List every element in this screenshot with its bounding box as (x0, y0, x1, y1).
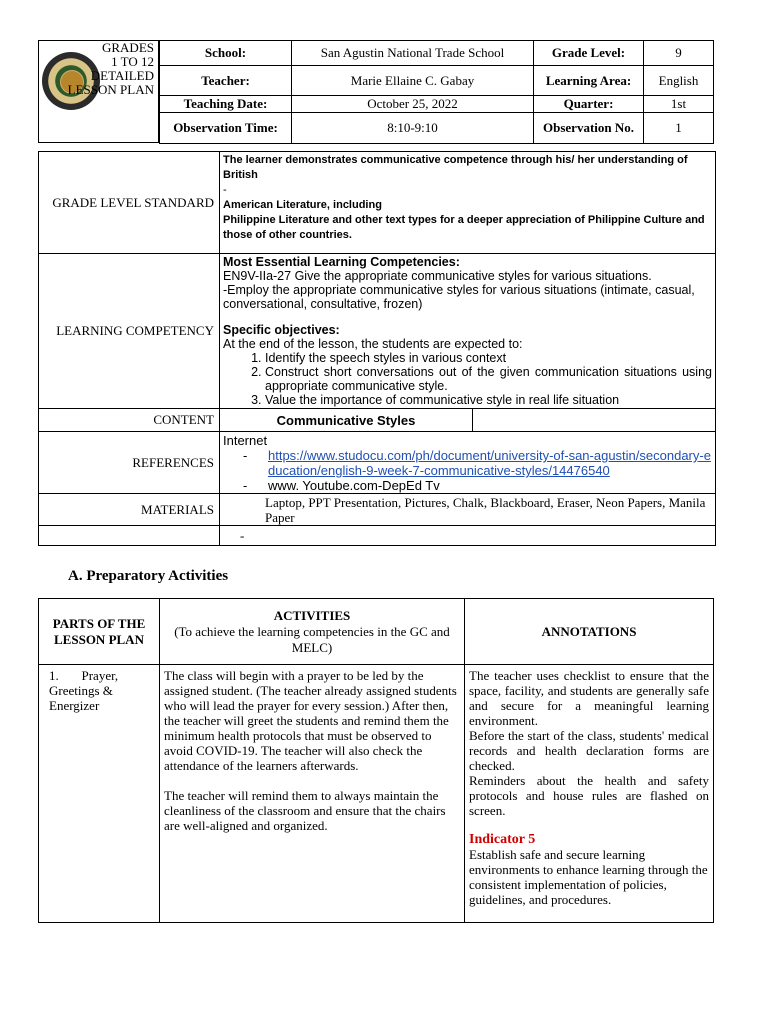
activities-table (38, 598, 714, 923)
dlp-title-line-2: 1 TO 12 (111, 54, 154, 69)
grade-level-standard-label: GRADE LEVEL STANDARD (39, 152, 220, 254)
school-label: School: (160, 41, 292, 66)
col-parts-header: PARTS OF THE LESSON PLAN (39, 599, 160, 665)
melc-heading: Most Essential Learning Competencies: (223, 255, 460, 269)
activities-header-sub: (To achieve the learning competencies in the GC and MELC) (174, 623, 450, 655)
teaching-date-value: October 25, 2022 (292, 96, 534, 113)
indicator-label: Indicator 5 (469, 832, 536, 847)
extra-bullet: - (220, 526, 716, 546)
objective-item: 2. Construct short conversations out of the given communication situations using appropriate communicative style. (265, 365, 712, 393)
teacher-value: Marie Ellaine C. Gabay (292, 66, 534, 96)
dlp-title-line-4: LESSON PLAN (67, 82, 154, 97)
gls-line-2: - (223, 184, 227, 196)
observation-time-value: 8:10-9:10 (292, 113, 534, 144)
row1-annotation-p3: Reminders about the health and safety protocols and house rules are flashed on screen. (469, 773, 709, 818)
observation-no-value: 1 (644, 113, 714, 144)
references-label: REFERENCES (39, 432, 220, 494)
objectives-list (223, 351, 712, 407)
melc-line-2: -Employ the appropriate communicative styles for various situations (intimate, casual, conversational, consultative, frozen) (223, 283, 695, 311)
materials-value: Laptop, PPT Presentation, Pictures, Chalk, Blackboard, Eraser, Neon Papers, Manila Paper (220, 494, 716, 526)
school-value: San Agustin National Trade School (292, 41, 534, 66)
header-info-table (159, 40, 714, 144)
learning-competency-label: LEARNING COMPETENCY (39, 254, 220, 409)
reference-link[interactable]: https://www.studocu.com/ph/document/university-of-san-agustin/secondary-education/english-9-week-7-communicative-styles/14476540 (268, 448, 711, 478)
quarter-label: Quarter: (534, 96, 644, 113)
melc-line-1: EN9V-IIa-27 Give the appropriate communicative styles for various situations. (223, 269, 652, 283)
row1-part: 1. Prayer, Greetings & Energizer (39, 665, 160, 923)
specific-objectives-intro: At the end of the lesson, the students are expected to: (223, 337, 523, 351)
row1-annotation-p2: Before the start of the class, students' medical records and health declaration forms are checked. (469, 728, 709, 773)
objective-item: 1. Identify the speech styles in various context (265, 351, 712, 365)
dlp-title-line-3: DETAILED (90, 68, 154, 83)
row1-activity-p2: The teacher will remind them to always maintain the cleanliness of the classroom and ensure that the chairs are well-aligned and organized. (164, 788, 446, 833)
gls-line-3: American Literature, including (223, 199, 382, 211)
row1-annotation-p1: The teacher uses checklist to ensure that the space, facility, and students are generally safe and secure for a meaningful learning environment. (469, 668, 709, 728)
specific-objectives-heading: Specific objectives: (223, 323, 340, 337)
quarter-value: 1st (644, 96, 714, 113)
content-label: CONTENT (39, 409, 220, 432)
teacher-label: Teacher: (160, 66, 292, 96)
materials-label: MATERIALS (39, 494, 220, 526)
gls-line-4: Philippine Literature and other text types for a deeper appreciation of Philippine Culture and those of other countries. (223, 214, 705, 241)
objective-item: 3. Value the importance of communicative style in real life situation (265, 393, 712, 407)
grade-level-value: 9 (644, 41, 714, 66)
grade-level-label: Grade Level: (534, 41, 644, 66)
col-annotations-header: ANNOTATIONS (465, 599, 714, 665)
col-activities-header (160, 599, 465, 665)
learning-area-label: Learning Area: (534, 66, 644, 96)
row1-activity-p1: The class will begin with a prayer to be led by the assigned student. (The teacher already assigned students who will lead the prayer for every session.) After then, the teacher will greet the students and remind them the minimum health protocols that must be observed to avoid COVID-19. The teacher will also check the attendance of the learners afterwards. (164, 668, 457, 773)
observation-time-label: Observation Time: (160, 113, 292, 144)
indicator-text: Establish safe and secure learning environments to enhance learning through the consistent implementation of policies, guidelines, and procedures. (469, 847, 708, 907)
content-value: Communicative Styles (220, 409, 473, 432)
activities-header-main: ACTIVITIES (273, 607, 351, 623)
teaching-date-label: Teaching Date: (160, 96, 292, 113)
dlp-logo-cell (38, 40, 159, 143)
standards-table: GRADE LEVEL STANDARD The learner demonstrates communicative competence through his/ her understanding of British - American Literature, including Philippine Literature and other text types for a deeper appreciation of Philippine Culture and those of other countries. LEARNING COMPETENCY Most Essential Learning Competencies: EN9V-IIa-27 Give the appropriate communicative styles for various situations. -Employ the appropriate communicative styles for various situations (intimate, casual, conversational, consultative, frozen) Specific objectives: At the end of the lesson, the students are expected to: 1. Identify the speech styles in various context 2. Construct short conversations out of the given communication situations using appropriate communicative style. 3. Value the importance of communicative style in real life situation CONTENT Communicative Styles REFERENCES Internet - https://www.studocu.com/ph/document/university-of-san-agustin/secondary-education/english-9-week-7-communicative-styles/14476540 - www. Youtube.com-DepEd Tv MATERIALS Laptop, PPT Presentation, Pictures, Chalk, Blackboard, Eraser, Neon Papers, Manila Paper - (38, 151, 716, 546)
gls-line-1: The learner demonstrates communicative competence through his/ her understanding of British (223, 154, 688, 181)
references-intro: Internet (223, 433, 268, 448)
section-a-title: A. Preparatory Activities (68, 568, 229, 584)
learning-area-value: English (644, 66, 714, 96)
dlp-title-line-1: GRADES (101, 40, 154, 55)
observation-no-label: Observation No. (534, 113, 644, 144)
reference-youtube: www. Youtube.com-DepEd Tv (268, 478, 440, 493)
